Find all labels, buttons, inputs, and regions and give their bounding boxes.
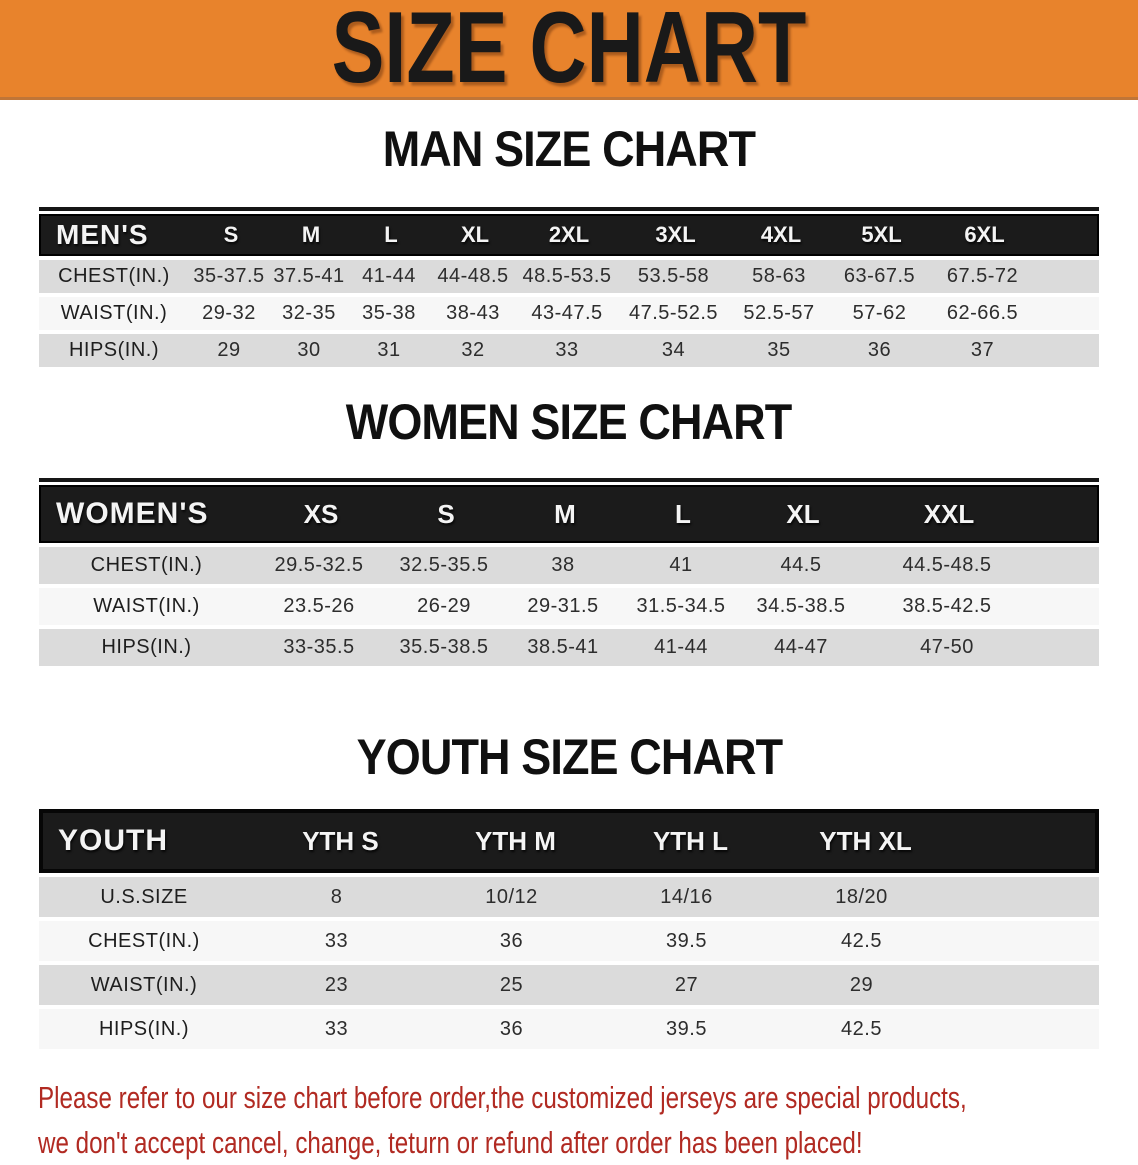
table-cell: 44-47 [774,636,828,658]
men-section [0,122,1138,367]
table-cell: 52.5-57 [743,302,815,324]
table-cell: 67.5-72 [946,265,1019,287]
table-cell: 29.5-32.5 [274,554,364,576]
men-size-table [39,207,1099,367]
row-label: WAIST(IN.) [60,302,168,324]
table-top-border [39,478,1099,482]
row-label: CHEST(IN.) [90,554,203,576]
column-header: 4XL [760,222,802,247]
table-cell: 53.5-58 [637,265,710,287]
table-cell: 47.5-52.5 [628,302,718,324]
table-cell: 62-66.5 [946,302,1019,324]
column-header: YTH S [302,825,379,856]
banner [0,0,1138,105]
table-cell: 36 [499,929,524,952]
table-top-border [39,207,1099,211]
table-cell: 57-62 [852,302,907,324]
column-header: 5XL [861,222,902,247]
table-cell: 37.5-41 [273,265,345,287]
table-cell: 38.5-42.5 [902,595,992,617]
table-cell: 48.5-53.5 [522,265,612,287]
table-cell: 63-67.5 [843,265,916,287]
disclaimer-line-1: Please refer to our size chart before order,the customized jerseys are special products, [38,1080,967,1115]
table-cell: 39.5 [666,1017,707,1040]
table-cell: 42.5 [841,1017,882,1040]
women-size-table [39,478,1099,666]
column-header: 3XL [655,222,696,247]
disclaimer-line-2: we don't accept cancel, change, teturn or refund after order has been placed! [38,1125,863,1160]
table-cell: 32.5-35.5 [399,554,489,576]
table-row [39,547,1099,584]
table-cell: 38 [551,554,575,576]
column-header: YTH XL [819,825,912,856]
column-header: XL [786,498,820,529]
column-header: L [675,498,691,529]
table-cell: 35 [767,339,791,361]
column-header: YTH M [475,825,556,856]
table-row [39,877,1099,917]
column-header: XL [460,222,490,247]
disclaimer-note [0,1075,1138,1165]
column-header: XS [303,498,339,529]
table-cell: 39.5 [666,929,707,952]
table-cell: 37 [970,339,995,361]
table-cell: 43-47.5 [531,302,603,324]
column-header: MEN'S [56,219,149,250]
column-header: S [223,222,239,247]
table-cell: 44-48.5 [437,265,509,287]
row-label: HIPS(IN.) [98,1017,190,1040]
men-section-heading: MAN SIZE CHART [382,121,756,177]
column-header: 2XL [548,222,590,247]
row-label: WAIST(IN.) [93,595,200,617]
column-header: S [437,498,455,529]
table-cell: 35-37.5 [193,265,265,287]
table-cell: 10/12 [485,885,538,908]
row-label: WAIST(IN.) [90,973,198,996]
banner-title: SIZE CHART [331,0,807,105]
column-header: L [384,222,398,247]
table-cell: 29 [217,339,241,361]
table-row [39,1009,1099,1049]
table-cell: 26-29 [417,595,471,617]
column-header: 6XL [964,222,1005,247]
table-row [39,921,1099,961]
youth-section-heading: YOUTH SIZE CHART [356,729,782,785]
table-cell: 34.5-38.5 [756,595,846,617]
table-cell: 23.5-26 [283,595,355,617]
row-label: CHEST(IN.) [88,929,200,952]
table-cell: 27 [674,973,699,996]
table-row [39,588,1099,625]
table-cell: 18/20 [835,885,888,908]
row-label: HIPS(IN.) [101,636,192,658]
row-label: HIPS(IN.) [68,339,160,361]
men-table-header-row [39,214,1099,256]
column-header: M [301,222,321,247]
table-cell: 29-31.5 [527,595,599,617]
table-cell: 25 [499,973,524,996]
table-cell: 8 [330,885,343,908]
table-cell: 34 [661,339,686,361]
table-cell: 31.5-34.5 [636,595,726,617]
youth-size-table [39,809,1099,1049]
column-header: YTH L [652,825,729,856]
table-cell: 36 [867,339,892,361]
table-cell: 33 [324,1017,349,1040]
table-cell: 33-35.5 [283,636,355,658]
table-cell: 31 [377,339,401,361]
row-label: CHEST(IN.) [58,265,170,287]
women-section [0,395,1138,666]
women-section-heading: WOMEN SIZE CHART [346,394,792,450]
table-cell: 42.5 [841,929,882,952]
table-cell: 29-32 [202,302,256,324]
column-header: M [554,498,576,529]
table-cell: 44.5-48.5 [902,554,992,576]
table-row [39,965,1099,1005]
table-cell: 33 [555,339,579,361]
table-cell: 36 [499,1017,524,1040]
column-header: YOUTH [58,824,168,857]
table-cell: 47-50 [920,636,974,658]
table-cell: 32 [461,339,485,361]
table-row [39,334,1099,367]
table-cell: 41-44 [362,265,416,287]
table-cell: 38.5-41 [527,636,599,658]
table-cell: 58-63 [752,265,806,287]
table-cell: 32-35 [282,302,336,324]
table-row [39,260,1099,293]
table-cell: 30 [297,339,321,361]
row-label: U.S.SIZE [100,885,188,908]
table-cell: 35-38 [362,302,416,324]
youth-table-header-row [39,809,1099,873]
table-row [39,297,1099,330]
table-cell: 38-43 [446,302,500,324]
table-cell: 33 [324,929,349,952]
column-header: XXL [923,498,975,529]
youth-section [0,730,1138,1049]
table-cell: 35.5-38.5 [399,636,489,658]
table-cell: 44.5 [780,554,822,576]
column-header: WOMEN'S [56,497,209,530]
table-row [39,629,1099,666]
table-cell: 41-44 [654,636,708,658]
table-cell: 23 [324,973,349,996]
women-table-header-row [39,485,1099,543]
table-cell: 29 [849,973,874,996]
table-cell: 14/16 [660,885,713,908]
table-cell: 41 [669,554,693,576]
